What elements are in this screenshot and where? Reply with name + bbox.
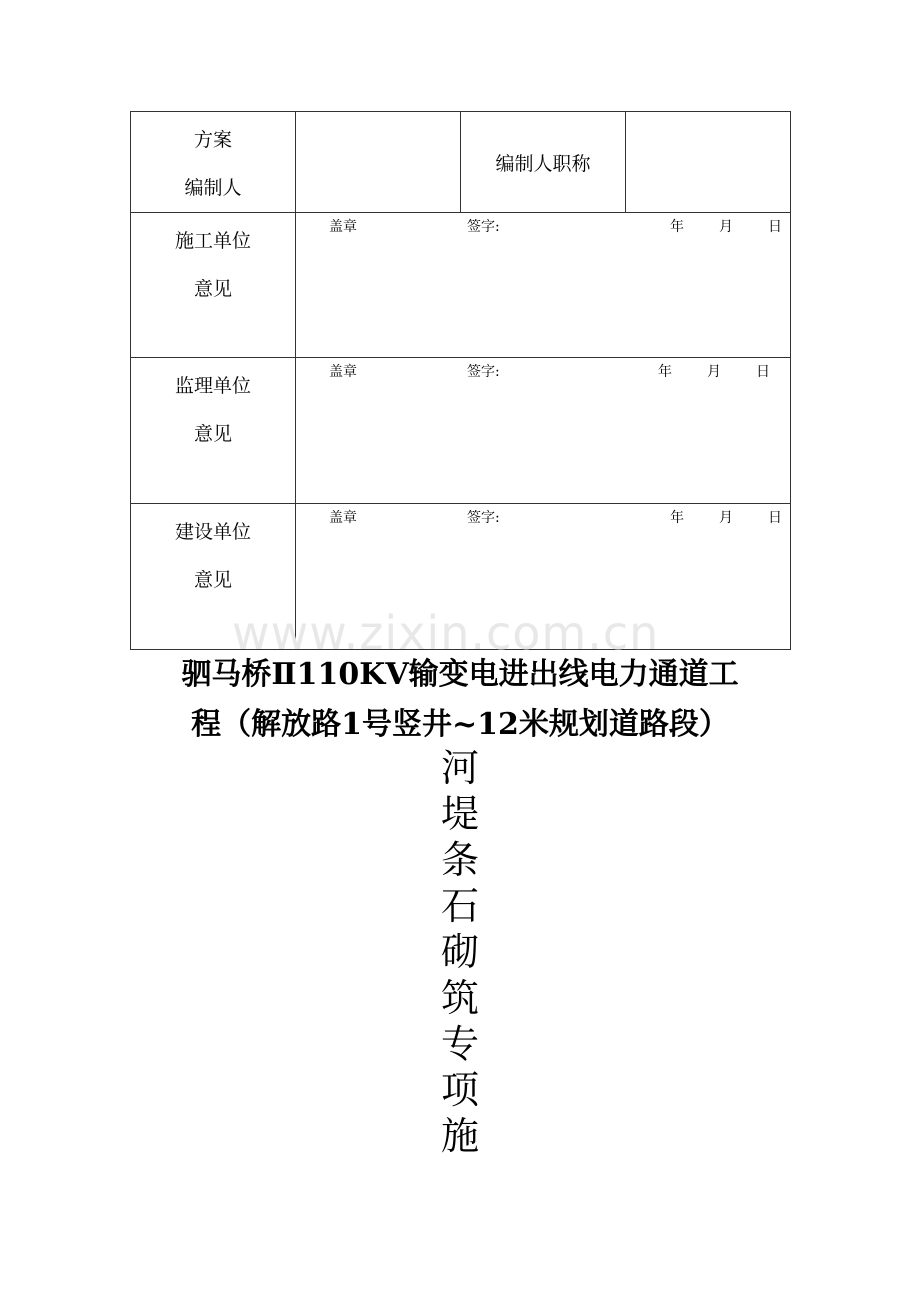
construction-unit-label-line1: 施工单位 [174, 230, 251, 252]
signature-label: 签字: [467, 510, 500, 526]
preparer-label-line2: 编制人 [184, 177, 242, 199]
vertical-title [430, 745, 490, 1159]
seal-label: 盖章 [329, 364, 357, 380]
construction-unit-label-cell [131, 213, 296, 358]
preparer-value-cell[interactable] [296, 112, 461, 213]
supervision-unit-opinion-cell[interactable] [296, 358, 791, 504]
year-label: 年 [670, 510, 684, 526]
month-label: 月 [719, 219, 733, 235]
approval-form-table [130, 111, 791, 650]
owner-unit-label-line2: 意见 [193, 569, 232, 591]
construction-unit-opinion-cell[interactable] [296, 213, 791, 358]
supervision-unit-label-cell [131, 358, 296, 504]
month-label: 月 [707, 364, 721, 380]
owner-unit-label-line1: 建设单位 [174, 521, 251, 543]
supervision-unit-label-line2: 意见 [193, 423, 232, 445]
owner-unit-label-cell [131, 504, 296, 650]
vertical-title-char: 条 [440, 838, 479, 882]
signature-label: 签字: [467, 364, 500, 380]
year-label: 年 [658, 364, 672, 380]
watermark: www.zixin.com.cn [232, 606, 660, 660]
owner-unit-opinion-cell[interactable] [296, 504, 791, 650]
month-label: 月 [719, 510, 733, 526]
preparer-title-label: 编制人职称 [461, 112, 626, 213]
day-label: 日 [768, 510, 782, 526]
document-title [120, 650, 800, 750]
preparer-label-cell [131, 112, 296, 213]
preparer-label-line1: 方案 [193, 129, 232, 151]
preparer-title-value-cell[interactable] [626, 112, 791, 213]
title-line-1: 驷马桥Ⅱ110KV输变电进出线电力通道工 [181, 657, 739, 692]
vertical-title-char: 筑 [440, 976, 479, 1020]
year-label: 年 [670, 219, 684, 235]
vertical-title-char: 砌 [440, 930, 479, 974]
supervision-unit-label-line1: 监理单位 [174, 375, 251, 397]
day-label: 日 [768, 219, 782, 235]
vertical-title-char: 施 [440, 1114, 479, 1158]
vertical-title-char: 河 [440, 746, 479, 790]
vertical-title-char: 堤 [440, 792, 479, 836]
construction-unit-label-line2: 意见 [193, 278, 232, 300]
seal-label: 盖章 [329, 219, 357, 235]
day-label: 日 [756, 364, 770, 380]
signature-label: 签字: [467, 219, 500, 235]
vertical-title-char: 专 [440, 1022, 479, 1066]
title-line-2: 程（解放路1号竖井~12米规划道路段） [191, 707, 729, 742]
vertical-title-char: 石 [440, 884, 479, 928]
seal-label: 盖章 [329, 510, 357, 526]
vertical-title-char: 项 [440, 1068, 479, 1112]
